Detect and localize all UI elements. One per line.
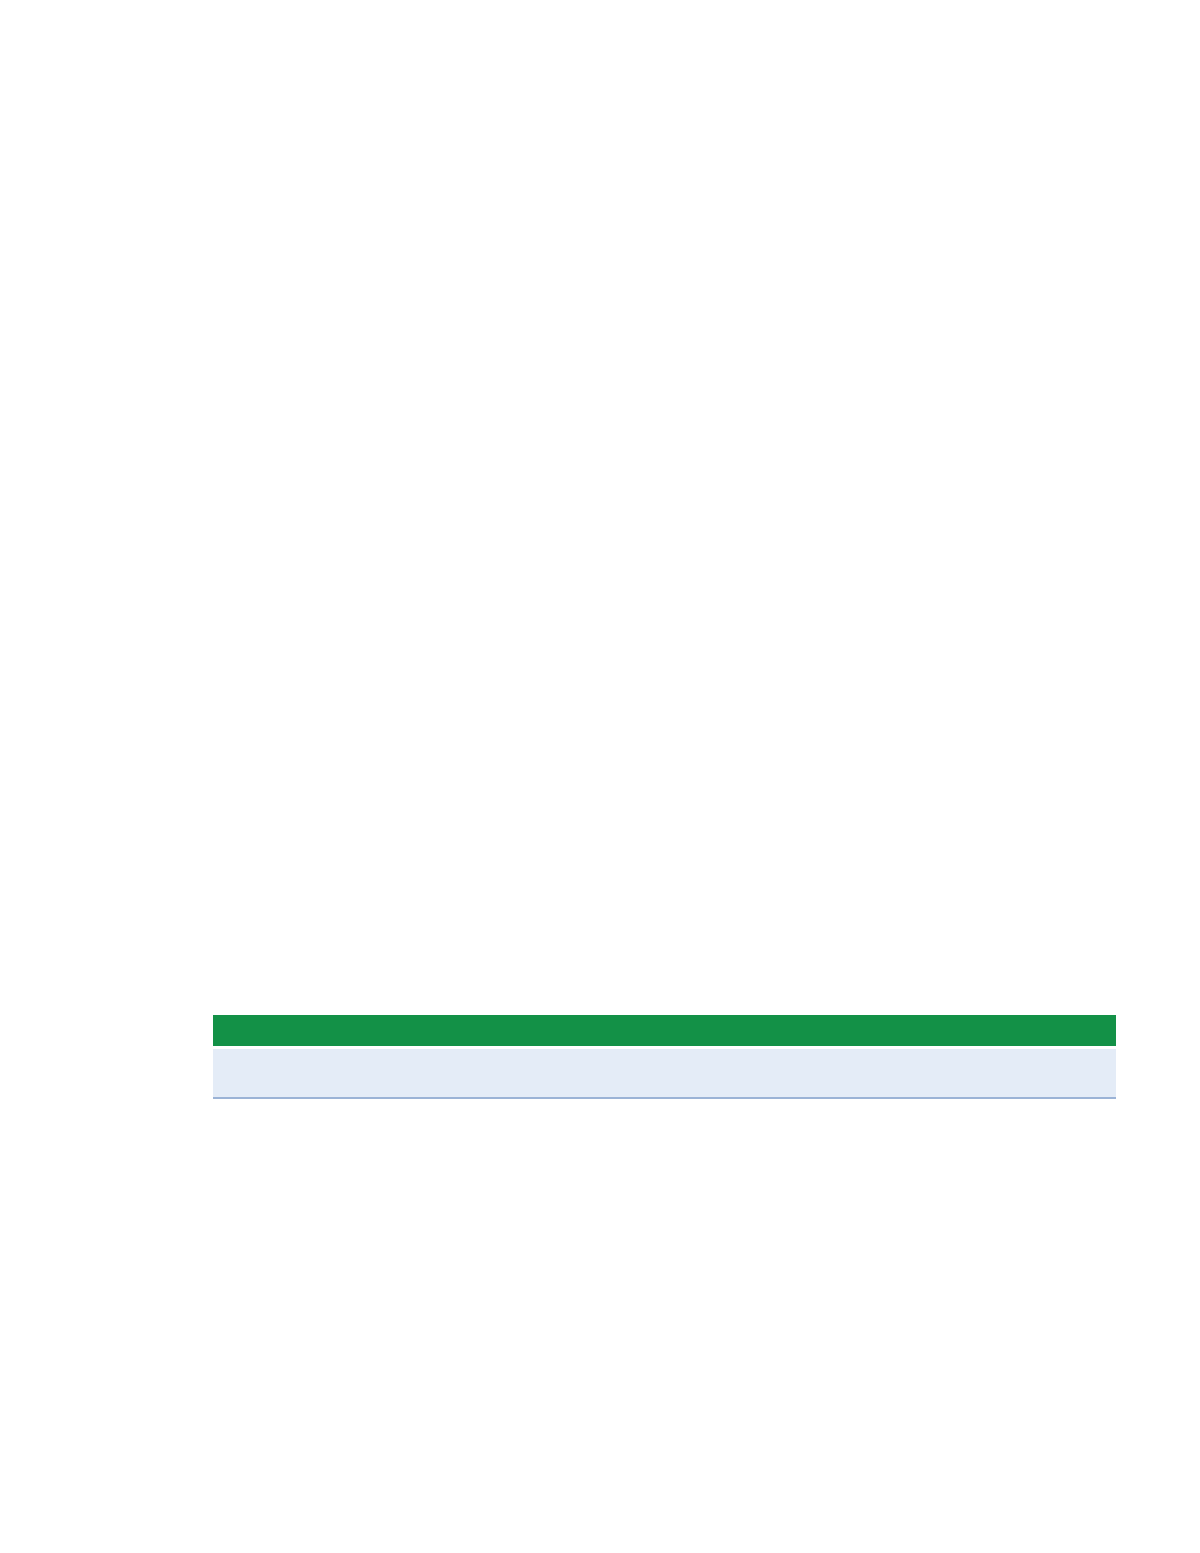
neoplasm-table [213, 1015, 1116, 1372]
table-column-headers [213, 1049, 1116, 1099]
objective-1 [176, 222, 213, 246]
table-title-bar [213, 1015, 1116, 1046]
